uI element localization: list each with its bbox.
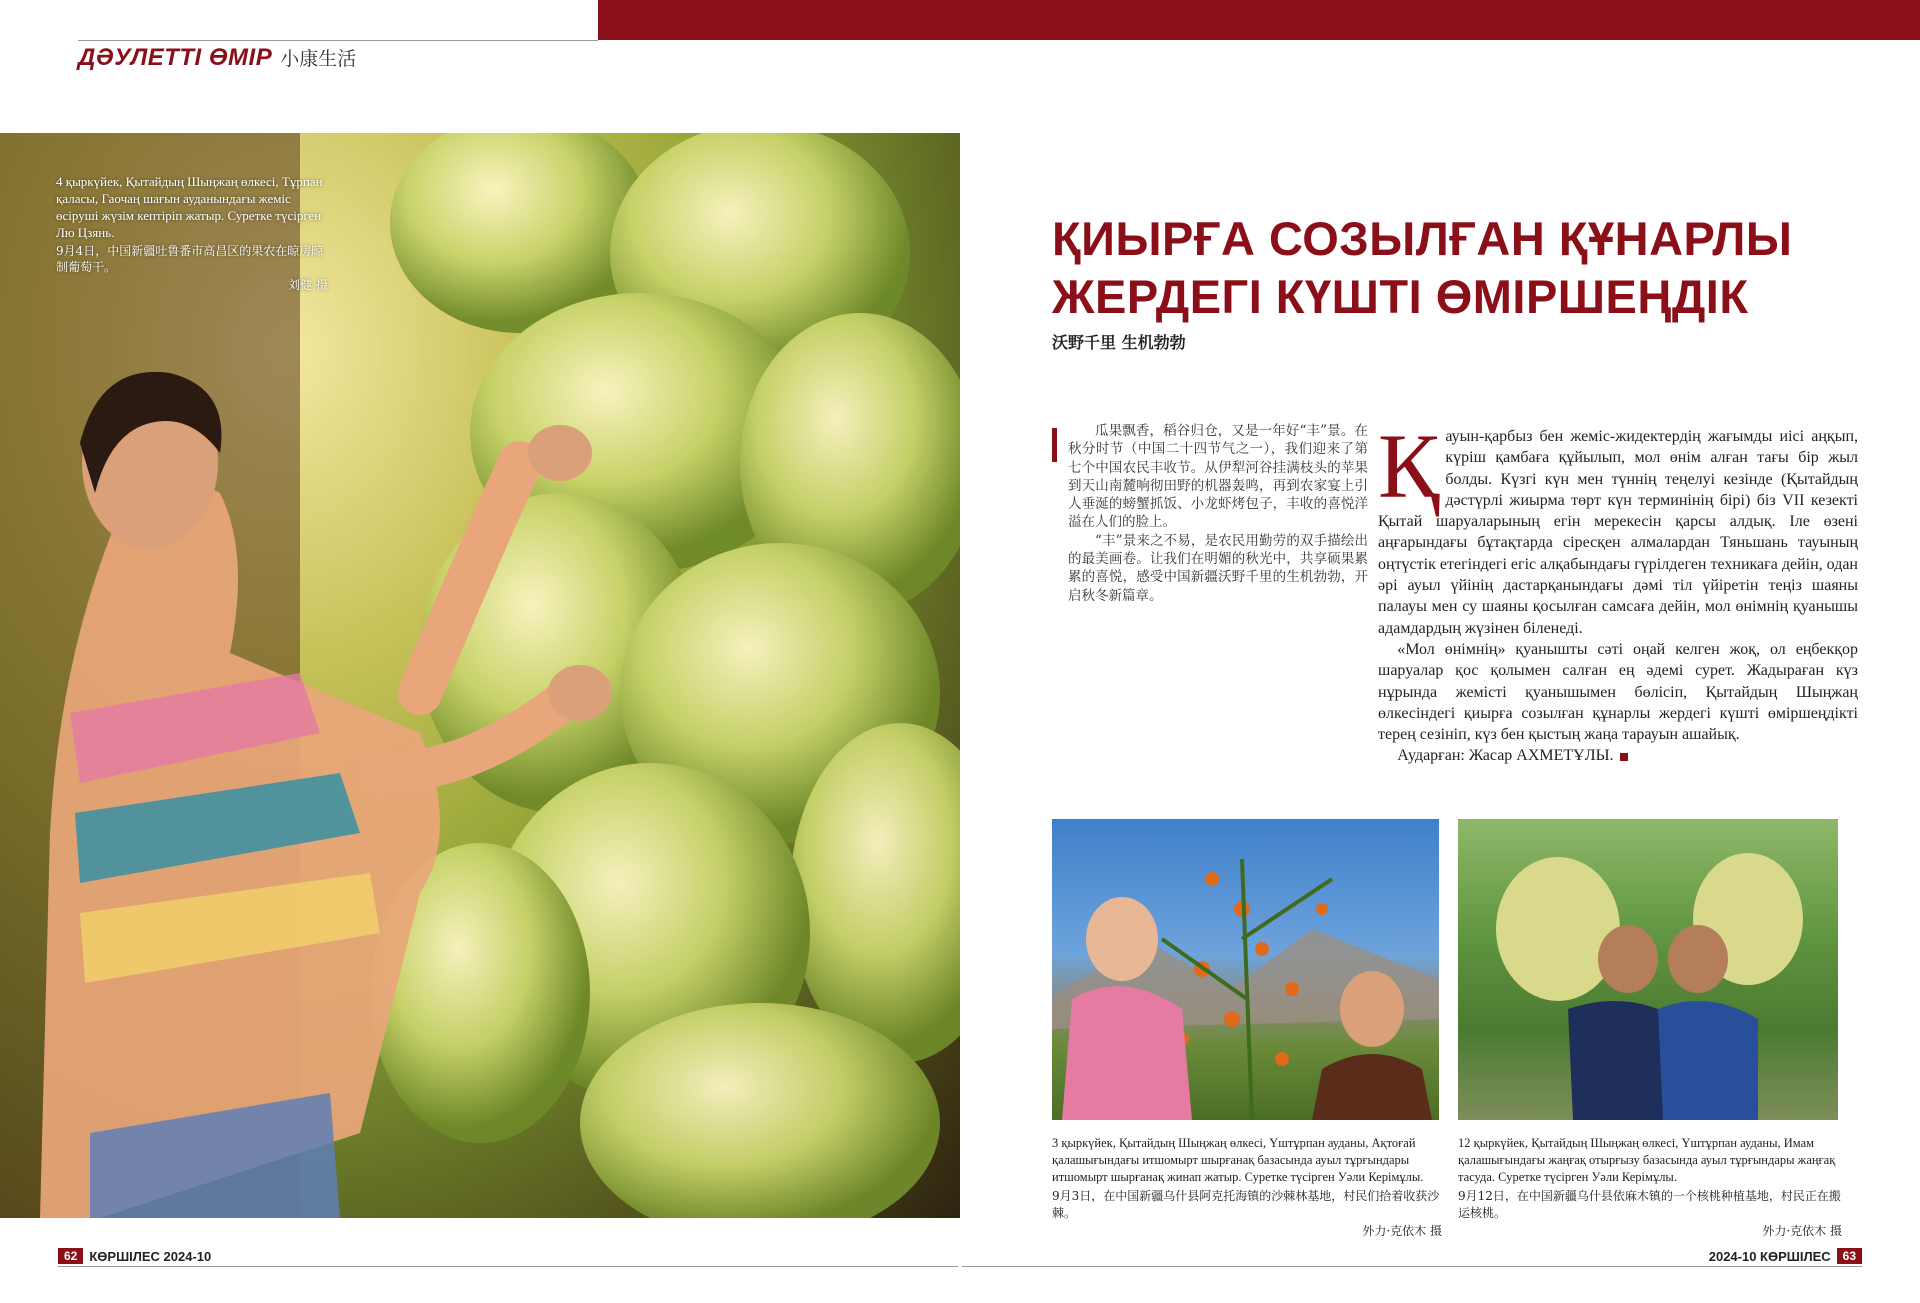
zh-column-marker: [1052, 428, 1057, 462]
article-subhead-zh: 沃野千里 生机勃勃: [1052, 333, 1186, 352]
photo-sea-buckthorn: [1052, 819, 1439, 1120]
page-number-left: 62: [58, 1248, 83, 1264]
photo-a-caption: [1052, 1135, 1442, 1240]
section-header: [78, 44, 356, 72]
bottom-rule-right: [962, 1266, 1862, 1267]
photo-a-credit: 外力·克依木 摄: [1362, 1224, 1442, 1238]
photo-a-caption-kz: 3 қыркүйек, Қытайдың Шыңжаң өлкесі, Үштұрпан ауданы, Ақтоғай қалашығындағы итшомырт шырғанақ базасында ауыл тұрғындары итшомырт шырғанақ жинап жатыр. Суретке түсірген Уәли Керімұлы.: [1052, 1136, 1424, 1184]
main-photo-grapes: [0, 133, 960, 1218]
photo-b-caption: [1458, 1135, 1842, 1240]
kz-paragraph-1: ауын-қарбыз бен жеміс-жидектердің жағымды иісі аңқып, күріш қамбаға құйылып, мол өнім алған тағы бір жыл болды. Күзгі күн мен түннің теңелуі кезінде (Қытайдың дәстүрлі жиырма төрт күн терминінің бірі) біз VII кезекті Қытай шаруаларының егін мерекесін қарсы алдық. Іле өзені аңғарындағы бұтақтарда сіресқен алмалардан Тяньшань тауының оңтүстік етегіндегі егіс алқабындағы гүрілдеген техникаға дейін, одан әрі ауыл үйінің дастарқанындағы дәмі тіл үйіретін теңіз шаяны палауы мен су шаяны қосылған самсаға дейін, мол өнімнің қуанышы адамдардың жүзінен біленеді.: [1378, 428, 1858, 637]
photo-b-caption-zh: 9月12日，在中国新疆乌什县依麻木镇的一个核桃种植基地，村民正在搬运核桃。: [1458, 1189, 1841, 1220]
headline-line-1: ҚИЫРҒА СОЗЫЛҒАН ҚҰНАРЛЫ: [1052, 212, 1793, 265]
sea-buckthorn-illustration: [1052, 819, 1439, 1120]
main-photo-caption: [56, 173, 328, 293]
headline-line-2: ЖЕРДЕГІ КҮШТІ ӨМІРШЕҢДІК: [1052, 270, 1749, 323]
page-number-right: 63: [1837, 1248, 1862, 1264]
top-rule: [78, 40, 598, 41]
section-title-zh: 小康生活: [280, 48, 357, 70]
zh-paragraph-1: 瓜果飘香，稻谷归仓，又是一年好“丰”景。在秋分时节（中国二十四节气之一），我们迎来了第七个中国农民丰收节。从伊犁河谷挂满枝头的苹果到天山南麓响彻田野的机器轰鸣，再到农家宴上引人垂涎的螃蟹抓饭、小龙虾烤包子，丰收的喜悦洋溢在人们的脸上。: [1068, 423, 1368, 531]
photo-b-credit: 外力·克依木 摄: [1762, 1224, 1842, 1238]
drop-cap: Қ: [1378, 415, 1440, 517]
section-title-kz: ДӘУЛЕТТІ ӨМІР: [78, 44, 273, 71]
translator-credit: Аударған: Жасар АХМЕТҰЛЫ.: [1397, 747, 1614, 765]
photo-walnut-harvest: [1458, 819, 1838, 1120]
zh-paragraph-2: “丰”景来之不易，是农民用勤劳的双手描绘出的最美画卷。让我们在明媚的秋光中，共享硕果累累的喜悦，感受中国新疆沃野千里的生机勃勃，开启秋冬新篇章。: [1068, 532, 1368, 604]
footer-left-label: КӨРШІЛЕС 2024-10: [89, 1248, 212, 1264]
main-photo-caption-zh: 9月4日，中国新疆吐鲁番市高昌区的果农在晾房晾制葡萄干。: [56, 244, 324, 274]
footer-right-label: 2024-10 КӨРШІЛЕС: [1708, 1248, 1831, 1264]
photo-a-caption-zh: 9月3日，在中国新疆乌什县阿克托海镇的沙棘林基地，村民们拾着收获沙棘。: [1052, 1189, 1440, 1220]
photo-b-caption-kz: 12 қыркүйек, Қытайдың Шыңжаң өлкесі, Үштұрпан ауданы, Имам қалашығындағы жаңғақ отырғызу базасында ауыл тұрғындары жаңғақ тасуда. Суретке түсірген Уәли Керімұлы.: [1458, 1136, 1836, 1184]
footer-right: [1709, 1248, 1862, 1264]
top-accent-bar: [598, 0, 1920, 40]
main-photo-credit: 刘健 摄: [288, 278, 328, 292]
kz-paragraph-2: «Мол өнімнің» қуанышты сәті оңай келген жоқ, ол еңбекқор шаруалар қос қолымен салған ең әдемі сурет. Жадыраған күз нұрында жемісті қуанышымен бөлісіп, Қытайдың Шыңжаң өлкесіндегі қиырға созылған құнарлы жердегі күшті өміршеңдікті терең сезініп, күз бен қыстың жаңа тарауын ашайық.: [1378, 640, 1858, 744]
grapes-photo-illustration: [0, 133, 960, 1218]
zh-article-body: [1068, 422, 1368, 605]
kz-article-body: [1378, 415, 1858, 767]
end-mark-icon: [1620, 753, 1628, 761]
footer-left: [58, 1248, 211, 1264]
article-headline: [1052, 210, 1812, 326]
translator-line: [1378, 745, 1858, 766]
walnut-harvest-illustration: [1458, 819, 1838, 1120]
bottom-rule-left: [58, 1266, 958, 1267]
main-photo-caption-kz: 4 қыркүйек, Қытайдың Шыңжаң өлкесі, Тұрпан қаласы, Гаочаң шағын ауданындағы жеміс өсіруші жүзім кептіріп жатыр. Суретке түсірген Лю Цзянь.: [56, 174, 323, 240]
